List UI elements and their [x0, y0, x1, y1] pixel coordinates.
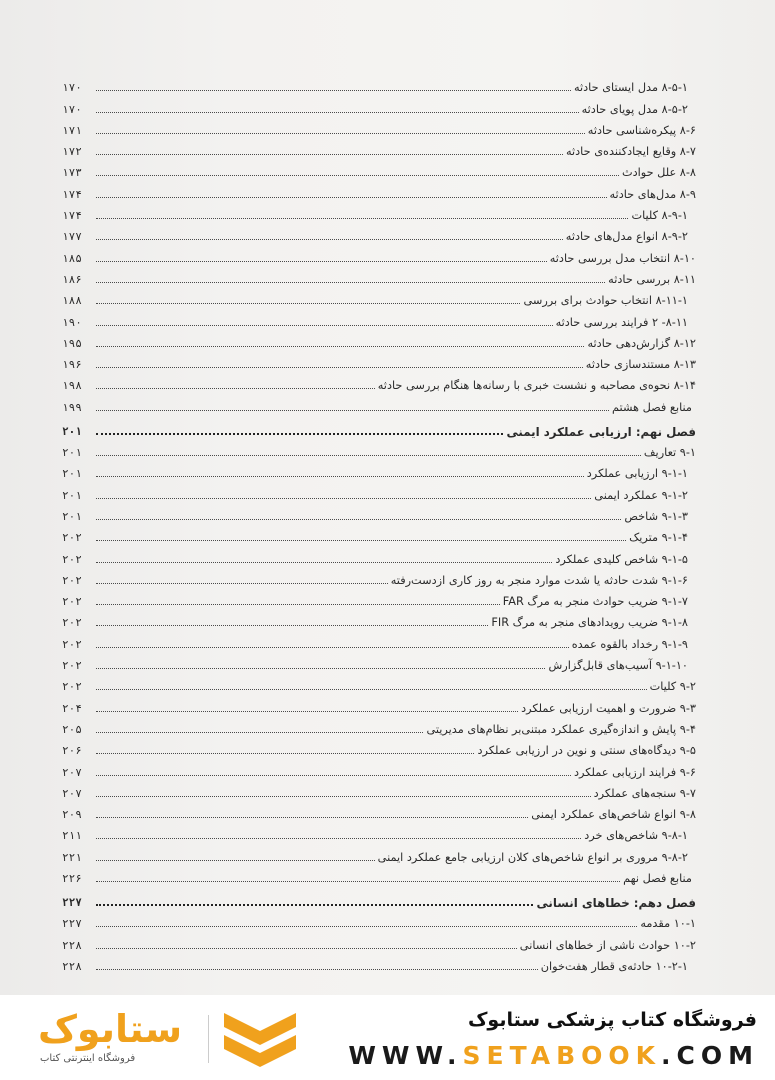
toc-chapter-row: [60, 886, 696, 910]
toc-row: [60, 737, 696, 758]
url-highlight: SETABOOK: [462, 1041, 662, 1070]
toc-leader-dots: [96, 197, 607, 198]
toc-row: [60, 931, 696, 952]
toc-row: [60, 481, 696, 502]
toc-leader-dots: [96, 476, 584, 477]
toc-page-number: ۱۹۰: [62, 315, 82, 329]
toc-entry-title: ۹-۸-۱ شاخص‌های خرد: [584, 829, 688, 843]
toc-row: [60, 372, 696, 393]
toc-leader-dots: [96, 926, 637, 927]
toc-leader-dots: [96, 410, 609, 411]
toc-page-number: ۱۸۶: [62, 272, 82, 286]
toc-entry-title: ۹-۱-۲ عملکرد ایمنی: [594, 488, 688, 502]
toc-page-number: ۲۲۷: [62, 917, 82, 931]
toc-row: [60, 439, 696, 460]
toc-row: [60, 180, 696, 201]
toc-row: [60, 117, 696, 138]
toc-page-number: ۱۷۴: [62, 187, 82, 201]
toc-entry-title: ۹-۱-۹ رخداد بالقوه عمده: [571, 637, 688, 651]
toc-page-number: ۲۰۲: [62, 573, 82, 587]
toc-row: [60, 351, 696, 372]
toc-page-number: ۲۰۲: [62, 616, 82, 630]
toc-entry-title: ۹-۳ ضرورت و اهمیت ارزیابی عملکرد: [521, 701, 696, 715]
toc-row: [60, 865, 696, 886]
toc-row: [60, 545, 696, 566]
toc-row: [60, 843, 696, 864]
toc-row: [60, 694, 696, 715]
toc-entry-title: ۸-۱۱ بررسی حادثه: [608, 272, 696, 286]
logo-divider: [208, 1015, 209, 1063]
toc-entry-title: ۹-۱-۱ ارزیابی عملکرد: [586, 467, 688, 481]
toc-page-number: ۱۸۸: [62, 294, 82, 308]
toc-page-number: ۲۰۲: [62, 680, 82, 694]
toc-entry-title: ۸-۱۱- ۲ فرایند بررسی حادثه: [555, 315, 688, 329]
toc-row: [60, 244, 696, 265]
toc-row: [60, 138, 696, 159]
toc-leader-dots: [96, 346, 584, 347]
toc-leader-dots: [96, 583, 388, 584]
toc-entry-title: ۸-۱۴ نحوه‌ی مصاحبه و نشست خبری با رسانه‌ها هنگام بررسی حادثه: [377, 379, 696, 393]
toc-row: [60, 780, 696, 801]
store-logo-wordmark: ستابوک: [38, 1007, 183, 1051]
toc-leader-dots: [96, 689, 647, 690]
url-suffix: .COM: [661, 1041, 759, 1070]
toc-entry-title: ۸-۷ وقایع ایجادکننده‌ی حادثه: [565, 145, 696, 159]
toc-entry-title: ۱۰-۲ حوادث ناشی از خطاهای انسانی: [519, 938, 696, 952]
toc-leader-dots: [96, 218, 628, 219]
toc-leader-dots: [96, 154, 563, 155]
toc-row: [60, 567, 696, 588]
toc-leader-dots: [96, 455, 641, 456]
toc-entry-title: ۸-۱۳ مستندسازی حادثه: [585, 358, 696, 372]
toc-leader-dots: [96, 969, 538, 970]
toc-entry-title: منابع فصل نهم: [623, 871, 692, 885]
table-of-contents: [60, 74, 696, 974]
toc-leader-dots: [96, 433, 503, 435]
toc-row: [60, 223, 696, 244]
toc-row: [60, 588, 696, 609]
toc-page-number: ۲۰۵: [62, 722, 82, 736]
toc-leader-dots: [96, 668, 545, 669]
toc-row: [60, 609, 696, 630]
toc-page-number: ۱۷۱: [62, 123, 82, 137]
toc-leader-dots: [96, 367, 583, 368]
toc-page-number: ۲۲۸: [62, 959, 82, 973]
toc-entry-title: ۸-۵-۱ مدل ایستای حادثه: [573, 81, 688, 95]
toc-page-number: ۱۹۸: [62, 379, 82, 393]
toc-entry-title: ۹-۱-۱۰ آسیب‌های قابل‌گزارش: [548, 659, 688, 673]
toc-entry-title: ۸-۱۲ گزارش‌دهی حادثه: [587, 336, 696, 350]
toc-leader-dots: [96, 753, 474, 754]
toc-entry-title: ۹-۱-۴ متریک: [629, 531, 688, 545]
toc-leader-dots: [96, 838, 581, 839]
toc-page-number: ۱۹۵: [62, 336, 82, 350]
store-logo-tagline: فروشگاه اینترنتی کتاب: [40, 1053, 136, 1064]
toc-entry-title: فصل نهم: ارزیابی عملکرد ایمنی: [506, 424, 696, 439]
toc-entry-title: منابع فصل هشتم: [612, 400, 692, 414]
toc-entry-title: ۹-۱-۷ ضریب حوادث منجر به مرگ FAR: [502, 595, 688, 609]
toc-page-number: ۲۰۱: [62, 509, 82, 523]
toc-page-number: ۲۰۱: [62, 424, 82, 438]
store-footer-banner: [0, 995, 775, 1080]
toc-page-number: ۲۰۹: [62, 808, 82, 822]
toc-entry-title: ۹-۶ فرایند ارزیابی عملکرد: [574, 765, 696, 779]
toc-page-number: ۱۷۷: [62, 230, 82, 244]
toc-leader-dots: [96, 388, 375, 389]
toc-page-number: ۲۰۲: [62, 531, 82, 545]
toc-page-number: ۲۲۸: [62, 938, 82, 952]
toc-page-number: ۲۰۲: [62, 595, 82, 609]
toc-row: [60, 393, 696, 414]
toc-page-number: ۲۰۷: [62, 786, 82, 800]
toc-row: [60, 266, 696, 287]
toc-page-number: ۱۷۲: [62, 145, 82, 159]
toc-entry-title: ۱۰-۱ مقدمه: [640, 917, 696, 931]
toc-entry-title: ۹-۱-۸ ضریب رویدادهای منجر به مرگ FIR: [491, 616, 688, 630]
toc-page-number: ۱۷۰: [62, 81, 82, 95]
toc-page-number: ۲۰۲: [62, 659, 82, 673]
toc-entry-title: ۹-۱-۵ شاخص کلیدی عملکرد: [555, 552, 688, 566]
toc-entry-title: فصل دهم: خطاهای انسانی: [536, 895, 696, 910]
toc-leader-dots: [96, 239, 563, 240]
toc-entry-title: ۹-۸-۲ مروری بر انواع شاخص‌های کلان ارزیابی جامع عملکرد ایمنی: [377, 850, 688, 864]
toc-page-number: ۲۲۷: [62, 895, 82, 909]
store-name: فروشگاه کتاب پزشکی ستابوک: [467, 1009, 757, 1031]
toc-row: [60, 460, 696, 481]
toc-row: [60, 202, 696, 223]
toc-leader-dots: [96, 325, 553, 326]
toc-leader-dots: [96, 904, 533, 906]
toc-leader-dots: [96, 647, 569, 648]
toc-leader-dots: [96, 732, 423, 733]
toc-page-number: ۲۰۲: [62, 637, 82, 651]
toc-row: [60, 95, 696, 116]
toc-leader-dots: [96, 519, 621, 520]
toc-leader-dots: [96, 498, 591, 499]
toc-leader-dots: [96, 112, 579, 113]
toc-row: [60, 503, 696, 524]
toc-page-number: ۲۲۶: [62, 871, 82, 885]
toc-entry-title: ۹-۸ انواع شاخص‌های عملکرد ایمنی: [531, 808, 696, 822]
toc-page-number: ۲۰۶: [62, 744, 82, 758]
toc-leader-dots: [96, 261, 547, 262]
toc-page-number: ۲۰۲: [62, 552, 82, 566]
toc-leader-dots: [96, 282, 605, 283]
toc-entry-title: ۹-۴ پایش و اندازه‌گیری عملکرد مبتنی‌بر نظام‌های مدیریتی: [426, 722, 696, 736]
toc-entry-title: ۸-۱۱-۱ انتخاب حوادث برای بررسی: [523, 294, 688, 308]
toc-entry-title: ۸-۸ علل حوادث: [621, 166, 696, 180]
toc-leader-dots: [96, 625, 488, 626]
toc-leader-dots: [96, 604, 500, 605]
toc-leader-dots: [96, 711, 518, 712]
toc-leader-dots: [96, 562, 552, 563]
toc-leader-dots: [96, 133, 585, 134]
toc-row: [60, 630, 696, 651]
toc-row: [60, 287, 696, 308]
toc-row: [60, 524, 696, 545]
toc-entry-title: ۸-۶ پیکره‌شناسی حادثه: [587, 123, 696, 137]
toc-leader-dots: [96, 860, 375, 861]
toc-entry-title: ۱۰-۲-۱ حادثه‌ی قطار هفت‌خوان: [540, 959, 688, 973]
toc-entry-title: ۹-۷ سنجه‌های عملکرد: [593, 786, 696, 800]
toc-row: [60, 159, 696, 180]
toc-leader-dots: [96, 817, 528, 818]
toc-entry-title: ۸-۹-۲ انواع مدل‌های حادثه: [565, 230, 688, 244]
toc-page-number: ۱۸۵: [62, 251, 82, 265]
toc-row: [60, 673, 696, 694]
toc-entry-title: ۹-۵ دیدگاه‌های سنتی و نوین در ارزیابی عملکرد: [477, 744, 696, 758]
toc-row: [60, 758, 696, 779]
toc-entry-title: ۸-۹ مدل‌های حادثه: [609, 187, 696, 201]
toc-page-number: ۲۰۱: [62, 488, 82, 502]
toc-leader-dots: [96, 540, 626, 541]
toc-entry-title: ۹-۱-۶ شدت حادثه یا شدت موارد منجر به روز کاری ازدست‌رفته: [390, 573, 688, 587]
toc-leader-dots: [96, 948, 517, 949]
toc-entry-title: ۸-۹-۱ کلیات: [631, 209, 688, 223]
toc-page-number: ۲۲۱: [62, 850, 82, 864]
toc-chapter-row: [60, 415, 696, 439]
toc-row: [60, 716, 696, 737]
toc-leader-dots: [96, 90, 571, 91]
toc-row: [60, 953, 696, 974]
toc-page-number: ۲۰۷: [62, 765, 82, 779]
toc-row: [60, 74, 696, 95]
toc-leader-dots: [96, 881, 620, 882]
chevron-logo-icon: [220, 1009, 300, 1071]
toc-page-number: ۱۹۹: [62, 400, 82, 414]
store-url[interactable]: [348, 1041, 759, 1070]
toc-entry-title: ۹-۲ کلیات: [649, 680, 696, 694]
toc-page-number: ۲۰۱: [62, 446, 82, 460]
toc-leader-dots: [96, 796, 591, 797]
toc-leader-dots: [96, 175, 619, 176]
toc-page-number: ۲۰۴: [62, 701, 82, 715]
toc-row: [60, 652, 696, 673]
toc-page-number: ۱۷۰: [62, 102, 82, 116]
toc-entry-title: ۸-۱۰ انتخاب مدل بررسی حادثه: [549, 251, 696, 265]
toc-entry-title: ۹-۱ تعاریف: [643, 446, 696, 460]
toc-leader-dots: [96, 303, 520, 304]
toc-page-number: ۲۱۱: [62, 829, 82, 843]
toc-row: [60, 801, 696, 822]
toc-page-number: ۱۹۶: [62, 358, 82, 372]
toc-row: [60, 822, 696, 843]
toc-row: [60, 910, 696, 931]
toc-page-number: ۲۰۱: [62, 467, 82, 481]
url-prefix: WWW.: [348, 1041, 463, 1070]
toc-entry-title: ۸-۵-۲ مدل پویای حادثه: [581, 102, 688, 116]
toc-page-number: ۱۷۴: [62, 209, 82, 223]
toc-page-number: ۱۷۳: [62, 166, 82, 180]
toc-leader-dots: [96, 775, 571, 776]
toc-entry-title: ۹-۱-۳ شاخص: [624, 509, 688, 523]
toc-row: [60, 330, 696, 351]
toc-row: [60, 308, 696, 329]
